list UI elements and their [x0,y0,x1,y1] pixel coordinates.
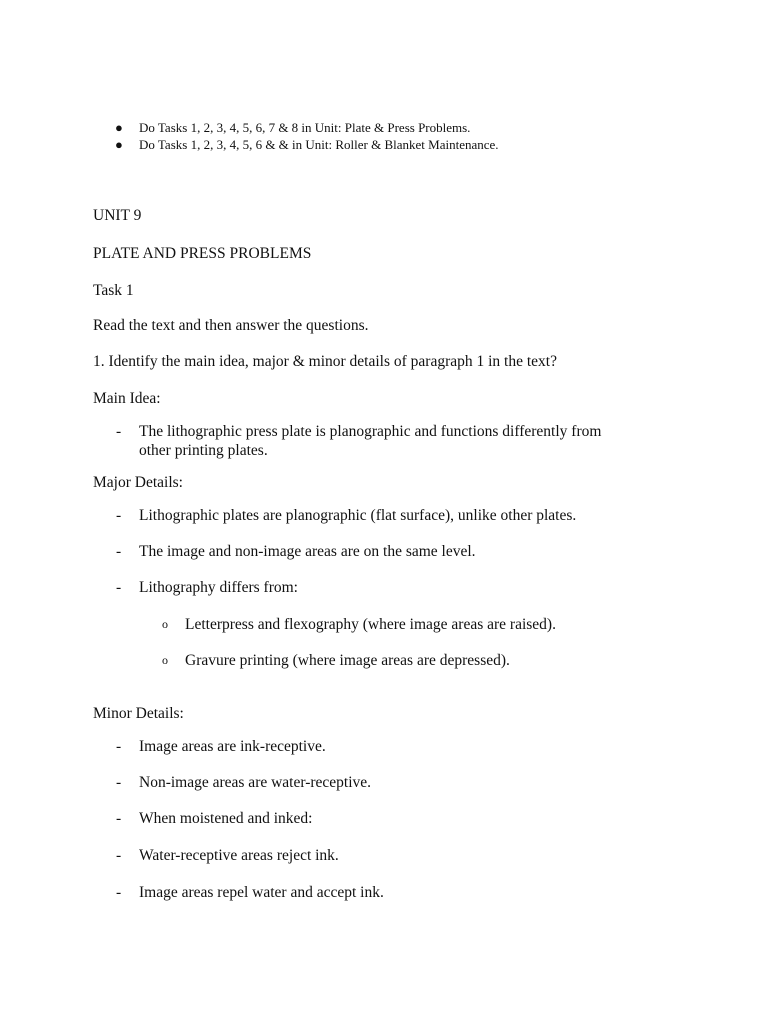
intro-list-item: Do Tasks 1, 2, 3, 4, 5, 6, 7 & 8 in Unit: Plate & Press Problems. [139,120,471,135]
dash-bullet: - [116,810,122,827]
minor-detail-item: Image areas are ink-receptive. [139,738,326,755]
major-detail-item: Lithographic plates are planographic (flat surface), unlike other plates. [139,507,577,524]
major-detail-subitem: Gravure printing (where image areas are depressed). [185,652,510,669]
minor-detail-item: Water-receptive areas reject ink. [139,847,339,864]
intro-list-item: Do Tasks 1, 2, 3, 4, 5, 6 & & in Unit: Roller & Blanket Maintenance. [139,137,499,152]
dash-bullet: - [116,507,122,524]
main-idea-text-line1: The lithographic press plate is planographic and functions differently from [139,423,602,440]
dash-bullet: - [116,423,122,440]
minor-detail-item: Non-image areas are water-receptive. [139,774,372,791]
main-idea-text-line2: other printing plates. [139,442,268,459]
instruction-text: Read the text and then answer the questions. [93,317,369,334]
bullet-icon: ● [115,120,123,135]
major-detail-item: Lithography differs from: [139,579,298,596]
unit-heading: UNIT 9 [93,207,142,224]
dash-bullet: - [116,774,122,791]
question-text: 1. Identify the main idea, major & minor details of paragraph 1 in the text? [93,353,557,370]
main-idea-label: Main Idea: [93,390,161,407]
bullet-icon: ● [115,137,123,152]
major-detail-subitem: Letterpress and flexography (where image areas are raised). [185,616,556,633]
minor-details-label: Minor Details: [93,705,184,722]
dash-bullet: - [116,884,122,901]
unit-title: PLATE AND PRESS PROBLEMS [93,245,312,262]
circle-bullet-icon: o [162,653,168,667]
dash-bullet: - [116,847,122,864]
dash-bullet: - [116,738,122,755]
dash-bullet: - [116,579,122,596]
major-detail-item: The image and non-image areas are on the same level. [139,543,476,560]
dash-bullet: - [116,543,122,560]
task-heading: Task 1 [93,282,134,299]
major-details-label: Major Details: [93,474,183,491]
circle-bullet-icon: o [162,617,168,631]
minor-detail-item: When moistened and inked: [139,810,313,827]
minor-detail-item: Image areas repel water and accept ink. [139,884,384,901]
